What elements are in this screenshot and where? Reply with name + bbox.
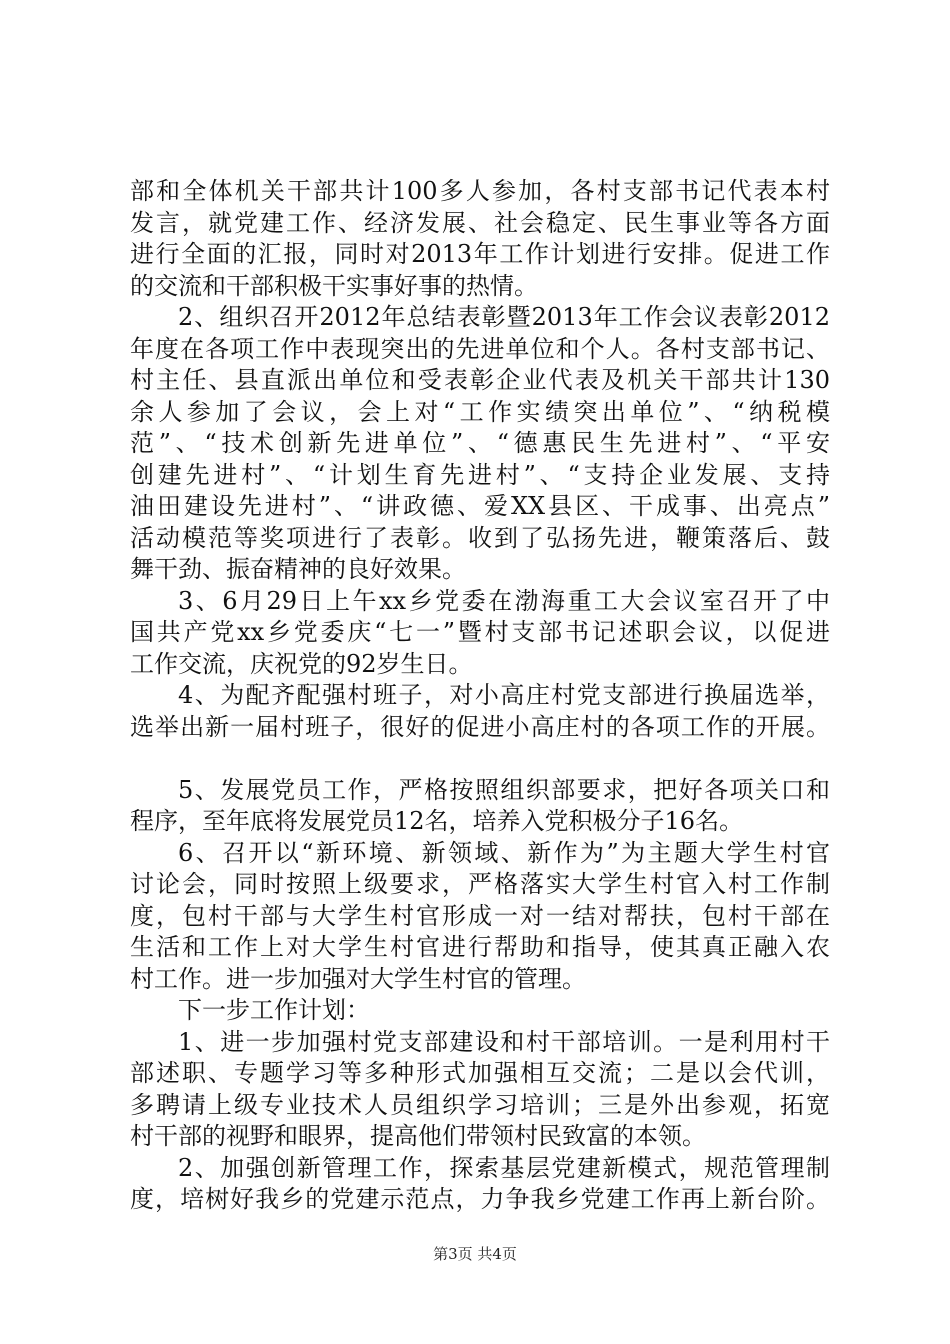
paragraph-line: 度，培树好我乡的党建示范点，力争我乡党建工作再上新台阶。 <box>130 1185 830 1213</box>
paragraph-line: 度，包村干部与大学生村官形成一对一结对帮扶，包村干部在 <box>130 901 830 930</box>
paragraph-line: 5、发展党员工作，严格按照组织部要求，把好各项关口和 <box>178 775 830 804</box>
paragraph-line: 的交流和干部积极干实事好事的热情。 <box>130 271 538 300</box>
paragraph-line: 村主任、县直派出单位和受表彰企业代表及机关干部共计130 <box>130 366 830 394</box>
paragraph-line: 2、组织召开2012年总结表彰暨2013年工作会议表彰2012 <box>178 303 830 331</box>
page-number-footer: 第3页 共4页 <box>433 1245 517 1263</box>
paragraph-line: 村工作。进一步加强对大学生村官的管理。 <box>130 964 586 993</box>
paragraph-line: 国共产党xx乡党委庆“七一”暨村支部书记述职会议，以促进 <box>130 618 830 646</box>
paragraph-line: 年度在各项工作中表现突出的先进单位和个人。各村支部书记、 <box>130 334 830 363</box>
paragraph-line: 油田建设先进村”、“讲政德、爱XX县区、干成事、出亮点” <box>130 492 830 520</box>
paragraph-line: 部和全体机关干部共计100多人参加，各村支部书记代表本村 <box>130 177 830 205</box>
paragraph-line: 工作交流，庆祝党的92岁生日。 <box>130 649 473 678</box>
paragraph-line: 部述职、专题学习等多种形式加强相互交流；二是以会代训， <box>130 1059 830 1087</box>
paragraph-line: 村干部的视野和眼界，提高他们带领村民致富的本领。 <box>130 1122 706 1150</box>
paragraph-line: 程序，至年底将发展党员12名，培养入党积极分子16名。 <box>130 807 744 835</box>
paragraph-line: 创建先进村”、“计划生育先进村”、“支持企业发展、支持 <box>130 460 830 489</box>
paragraph-line: 6、召开以“新环境、新领域、新作为”为主题大学生村官 <box>178 838 830 867</box>
paragraph-line: 舞干劲、振奋精神的良好效果。 <box>130 555 466 583</box>
paragraph-line: 2、加强创新管理工作，探索基层党建新模式，规范管理制 <box>178 1153 830 1182</box>
paragraph-line: 讨论会，同时按照上级要求，严格落实大学生村官入村工作制 <box>130 870 830 898</box>
paragraph-spacer <box>130 743 830 775</box>
paragraph-line: 发言，就党建工作、经济发展、社会稳定、民生事业等各方面 <box>130 208 830 237</box>
paragraph-line: 多聘请上级专业技术人员组织学习培训；三是外出参观，拓宽 <box>130 1090 830 1119</box>
paragraph-line: 选举出新一届村班子，很好的促进小高庄村的各项工作的开展。 <box>130 712 830 741</box>
paragraph-line: 余人参加了会议，会上对“工作实绩突出单位”、“纳税模 <box>130 397 830 426</box>
section-heading: 下一步工作计划： <box>178 996 370 1024</box>
paragraph-line: 3、6月29日上午xx乡党委在渤海重工大会议室召开了中 <box>178 586 830 615</box>
document-body <box>130 176 830 1216</box>
paragraph-line: 范”、“技术创新先进单位”、“德惠民生先进村”、“平安 <box>130 429 830 457</box>
paragraph-line: 1、进一步加强村党支部建设和村干部培训。一是利用村干 <box>178 1027 830 1056</box>
paragraph-line: 生活和工作上对大学生村官进行帮助和指导，使其真正融入农 <box>130 933 830 961</box>
paragraph-line: 活动模范等奖项进行了表彰。收到了弘扬先进，鞭策落后、鼓 <box>130 523 830 552</box>
paragraph-line: 进行全面的汇报，同时对2013年工作计划进行安排。促进工作 <box>130 240 830 268</box>
paragraph-line: 4、为配齐配强村班子，对小高庄村党支部进行换届选举， <box>178 681 830 709</box>
